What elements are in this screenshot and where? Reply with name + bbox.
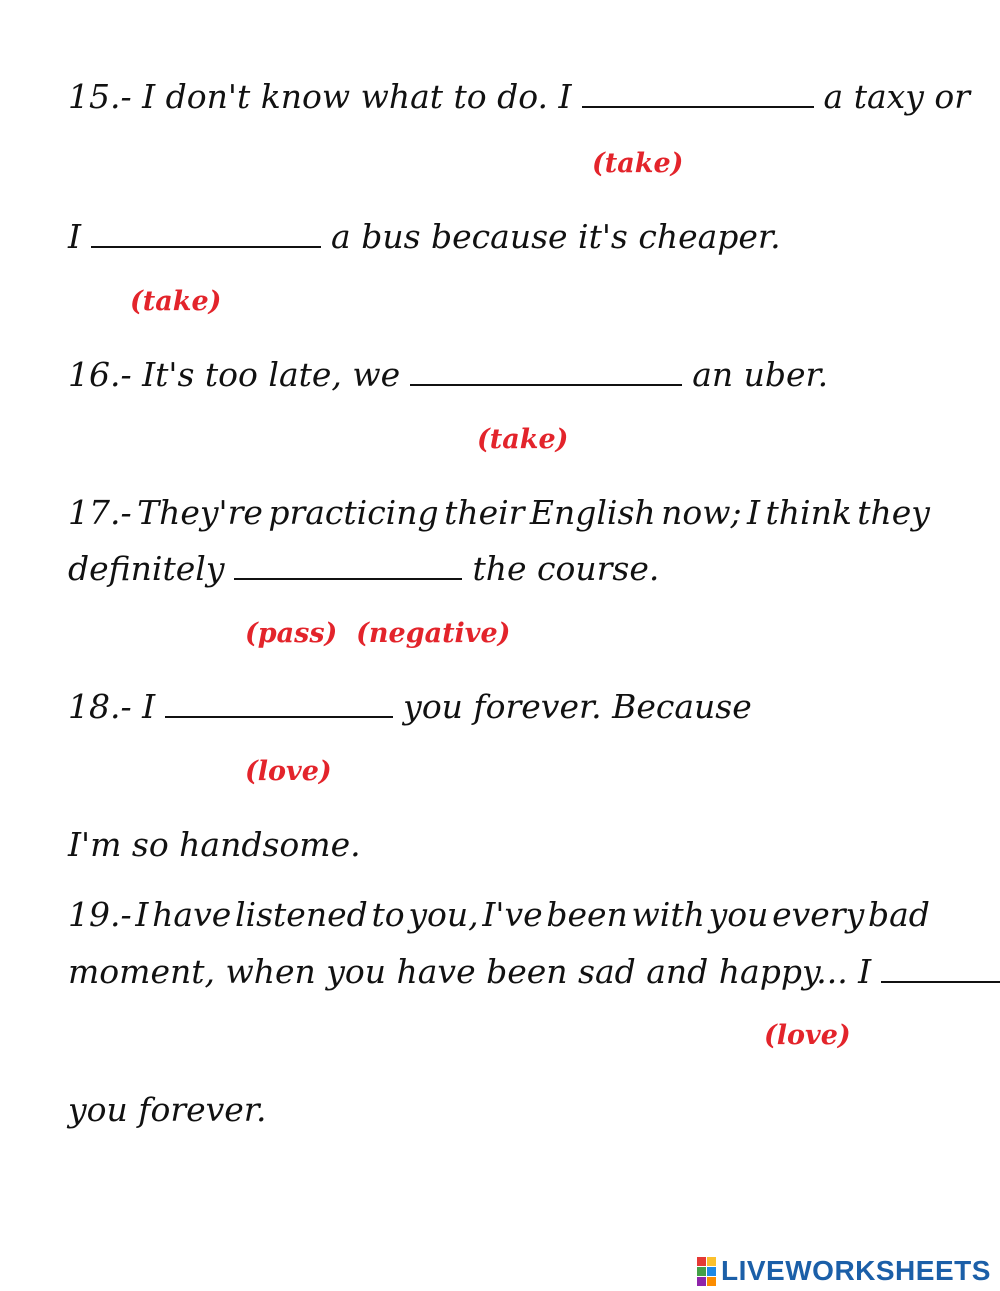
liveworksheets-watermark [697, 1257, 991, 1285]
q15-text-c: I [68, 217, 82, 256]
q19-hint: (love) [764, 1020, 851, 1051]
q17-hint: (pass) (negative) [245, 618, 511, 649]
q19-line2 [68, 952, 1000, 991]
q19-line1 [68, 895, 930, 934]
q15-line1 [68, 77, 971, 116]
q17-word: now; [661, 493, 742, 532]
logo-square [697, 1277, 706, 1286]
q19-word: with [631, 895, 705, 934]
q15-line2 [68, 217, 781, 256]
q19-word: to [371, 895, 405, 934]
q18-line2: I'm so handsome. [68, 825, 361, 864]
q19-line3: you forever. [68, 1090, 267, 1129]
q18-hint: (love) [245, 756, 332, 787]
q17-line1 [68, 493, 930, 532]
q15-hint-1: (take) [592, 148, 684, 179]
q19-word: listened [235, 895, 368, 934]
q16-text-b: an uber. [692, 355, 829, 394]
q19-word: I [135, 895, 149, 934]
q16-line [68, 355, 829, 394]
logo-square [707, 1267, 716, 1276]
logo-square [707, 1277, 716, 1286]
q19-word: have [152, 895, 232, 934]
q15-text-d: a bus because it's cheaper. [331, 217, 781, 256]
q19-blank[interactable] [881, 955, 1000, 983]
logo-square [707, 1257, 716, 1266]
q17-blank[interactable] [234, 552, 462, 580]
watermark-text: LIVEWORKSHEETS [721, 1255, 991, 1286]
logo-square [697, 1267, 706, 1276]
q19-word: you, [408, 895, 479, 934]
q17-line2 [68, 549, 660, 588]
q16-text-a: 16.- It's too late, we [68, 355, 401, 394]
q17-word: they [857, 493, 930, 532]
q17-word: their [444, 493, 525, 532]
logo-square [697, 1257, 706, 1266]
q17-word: I [747, 493, 761, 532]
q16-hint: (take) [477, 424, 569, 455]
liveworksheets-logo-icon [697, 1257, 716, 1286]
q17-word: practicing [268, 493, 439, 532]
q15-hint-2: (take) [130, 286, 222, 317]
q18-blank[interactable] [165, 690, 393, 718]
q17-text-a: definitely [68, 549, 225, 588]
q15-blank-1[interactable] [582, 80, 814, 108]
q15-text-b: a taxy or [823, 77, 971, 116]
q19-word: bad [867, 895, 930, 934]
q17-word: think [765, 493, 852, 532]
q17-text-b: the course. [472, 549, 660, 588]
q18-text-a: 18.- I [68, 687, 156, 726]
q19-word: I've [482, 895, 543, 934]
q19-word: 19.- [68, 895, 132, 934]
q17-word: 17.- [68, 493, 132, 532]
q19-word: every [772, 895, 865, 934]
q18-line [68, 687, 752, 726]
q15-text-a: 15.- I don't know what to do. I [68, 77, 572, 116]
q17-word: They're [137, 493, 263, 532]
q17-word: English [529, 493, 656, 532]
q16-blank[interactable] [410, 358, 682, 386]
q18-text-b: you forever. Because [403, 687, 752, 726]
q19-text-a: moment, when you have been sad and happy... I [68, 952, 872, 991]
q15-blank-2[interactable] [91, 220, 321, 248]
q19-word: been [546, 895, 628, 934]
q19-word: you [708, 895, 769, 934]
